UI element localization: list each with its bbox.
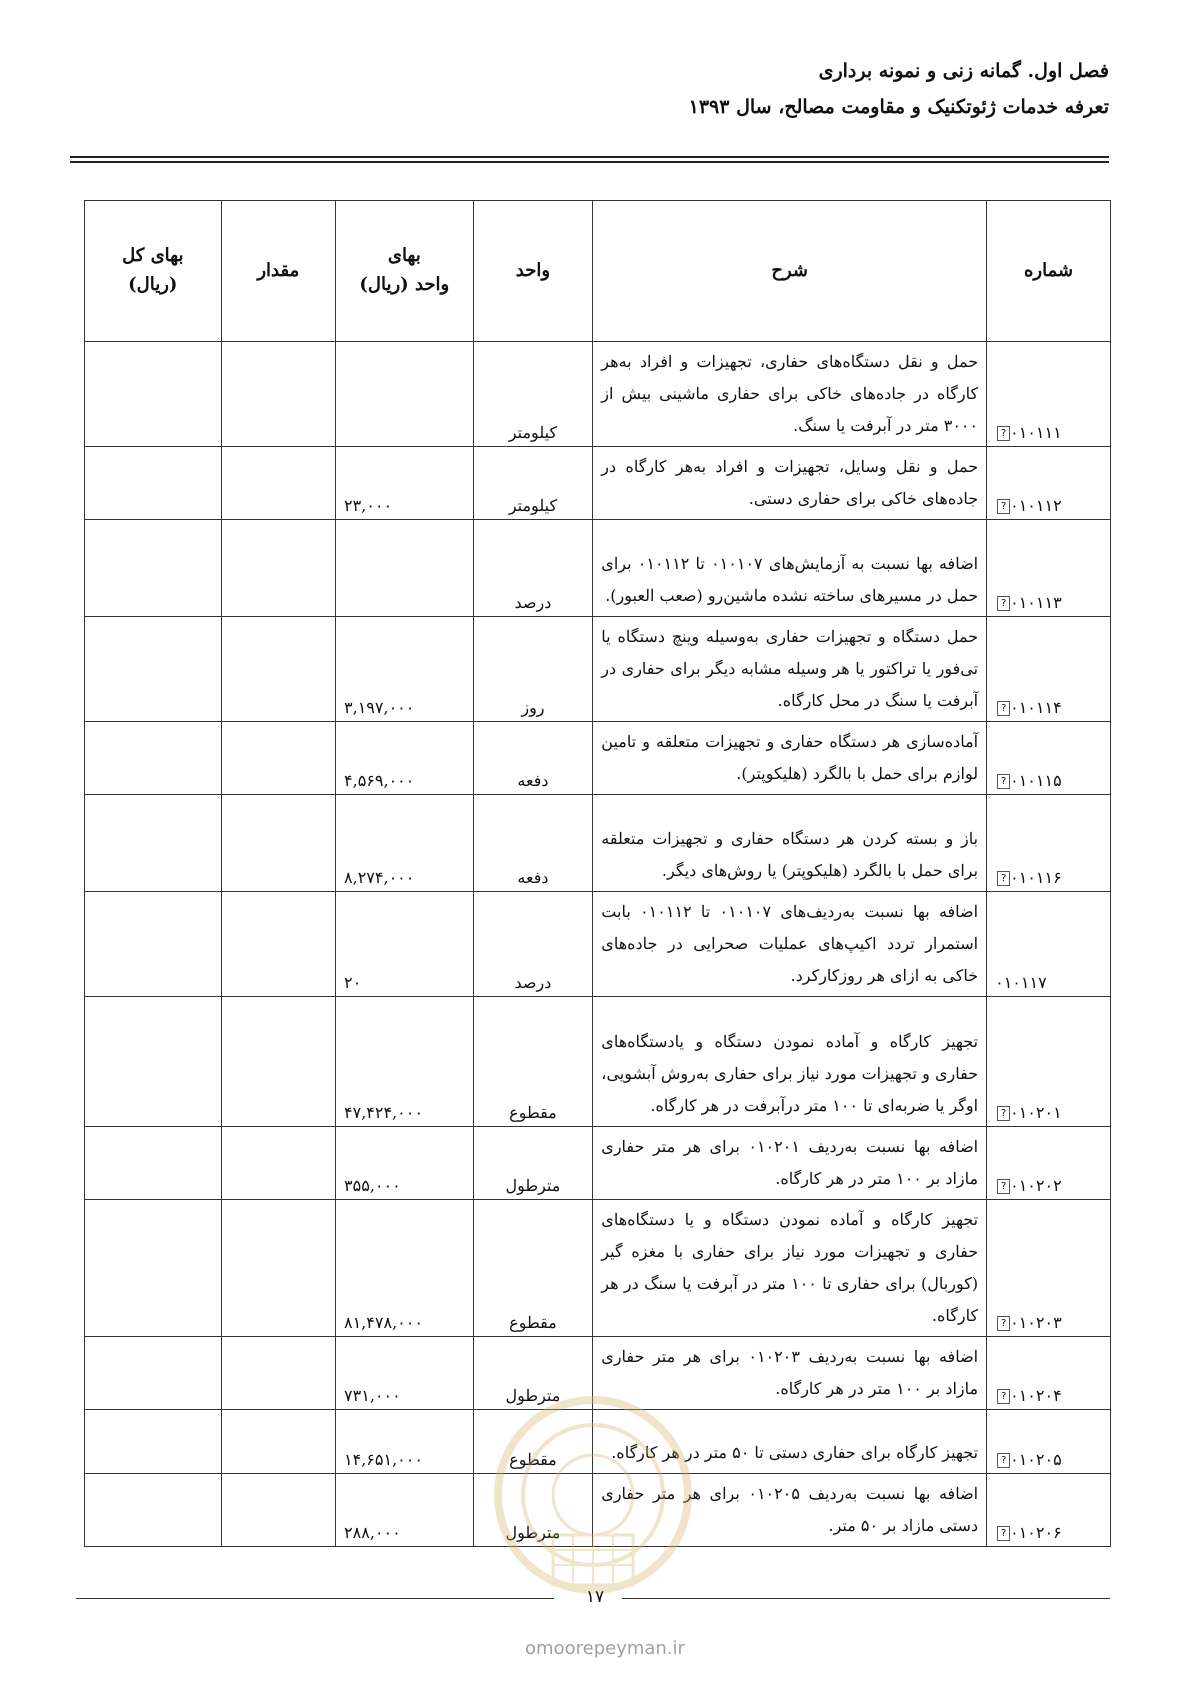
row-code: ۰۱۰۱۱۷ xyxy=(995,973,1047,992)
tariff-table xyxy=(84,200,1111,1547)
row-code: ۰۱۰۱۱۶ xyxy=(1010,868,1062,887)
row-quantity xyxy=(221,520,335,617)
row-quantity xyxy=(221,1200,335,1337)
col-header-desc: شرح xyxy=(593,201,987,342)
table-header-row xyxy=(85,201,1111,342)
page-number: ۱۷ xyxy=(585,1587,605,1607)
row-total xyxy=(85,997,222,1127)
missing-glyph-icon: ? xyxy=(997,1453,1010,1468)
row-unit: روز xyxy=(473,617,593,722)
col-header-unit-price xyxy=(336,201,474,342)
table-row xyxy=(85,722,1111,795)
table-row xyxy=(85,447,1111,520)
row-total xyxy=(85,447,222,520)
row-quantity xyxy=(221,1127,335,1200)
row-unit-price xyxy=(336,342,474,447)
row-quantity xyxy=(221,997,335,1127)
col-header-code: شماره xyxy=(987,201,1111,342)
col-header-unit: واحد xyxy=(473,201,593,342)
row-quantity xyxy=(221,722,335,795)
row-quantity xyxy=(221,1474,335,1547)
row-code: ۰۱۰۱۱۱ xyxy=(1010,423,1062,442)
chapter-title: فصل اول. گمانه زنی و نمونه برداری xyxy=(818,60,1109,82)
row-unit: مقطوع xyxy=(473,997,593,1127)
row-unit-price: ۸,۲۷۴,۰۰۰ xyxy=(336,795,474,892)
row-code: ۰۱۰۱۱۴ xyxy=(1010,698,1062,717)
row-desc: باز و بسته کردن هر دستگاه حفاری و تجهیزات متعلقه برای حمل با بالگرد (هلیکوپتر) یا روش‌های دیگر. xyxy=(593,795,987,892)
row-quantity xyxy=(221,342,335,447)
watermark-seal-icon xyxy=(488,1385,698,1610)
row-unit: درصد xyxy=(473,892,593,997)
row-desc: آماده‌سازی هر دستگاه حفاری و تجهیزات متعلقه و تامین لوازم برای حمل با بالگرد (هلیکوپتر). xyxy=(593,722,987,795)
row-code: ۰۱۰۱۱۵ xyxy=(1010,771,1062,790)
row-code: ۰۱۰۲۰۵ xyxy=(1010,1450,1062,1469)
table-row xyxy=(85,795,1111,892)
table-row xyxy=(85,617,1111,722)
missing-glyph-icon: ? xyxy=(997,596,1010,611)
row-unit-price: ۳,۱۹۷,۰۰۰ xyxy=(336,617,474,722)
row-desc: حمل و نقل وسایل، تجهیزات و افراد به‌هر کارگاه در جاده‌های خاکی برای حفاری دستی. xyxy=(593,447,987,520)
row-total xyxy=(85,1200,222,1337)
col-header-total-line1: بهای کل xyxy=(122,245,184,267)
row-desc: اضافه بها نسبت به‌ردیف ۰۱۰۲۰۱ برای هر متر حفاری مازاد بر ۱۰۰ متر در هر کارگاه. xyxy=(593,1127,987,1200)
missing-glyph-icon: ? xyxy=(997,1179,1010,1194)
col-header-total xyxy=(85,201,222,342)
row-total xyxy=(85,342,222,447)
missing-glyph-icon: ? xyxy=(997,871,1010,886)
col-header-unit-price-line2: واحد (ریال) xyxy=(359,274,450,295)
row-unit-price: ۲۳,۰۰۰ xyxy=(336,447,474,520)
table-row xyxy=(85,342,1111,447)
row-total xyxy=(85,520,222,617)
header-rule-secondary xyxy=(70,161,1109,163)
missing-glyph-icon: ? xyxy=(997,774,1010,789)
row-total xyxy=(85,1474,222,1547)
footer-rule-left xyxy=(76,1598,554,1599)
row-quantity xyxy=(221,1410,335,1474)
page-header xyxy=(69,60,1109,118)
missing-glyph-icon: ? xyxy=(997,1389,1010,1404)
row-desc: تجهیز کارگاه و آماده نمودن دستگاه و یا دستگاه‌های حفاری و تجهیزات مورد نیاز برای حفاری با مغزه گیر (کوربال) برای حفاری تا ۱۰۰ متر در آبرفت یا سنگ در هر کارگاه. xyxy=(593,1200,987,1337)
site-watermark: omoorepeyman.ir xyxy=(525,1638,685,1659)
row-code: ۰۱۰۱۱۳ xyxy=(1010,593,1062,612)
row-unit-price: ۷۳۱,۰۰۰ xyxy=(336,1337,474,1410)
row-code: ۰۱۰۲۰۴ xyxy=(1010,1386,1062,1405)
footer-rule-right xyxy=(622,1598,1110,1599)
row-desc: تجهیز کارگاه برای حفاری دستی تا ۵۰ متر در هر کارگاه. xyxy=(593,1410,987,1474)
row-unit-price: ۸۱,۴۷۸,۰۰۰ xyxy=(336,1200,474,1337)
row-total xyxy=(85,892,222,997)
row-unit-price: ۲۰ xyxy=(336,892,474,997)
row-total xyxy=(85,1127,222,1200)
missing-glyph-icon: ? xyxy=(997,701,1010,716)
row-unit: مترطول xyxy=(473,1474,593,1547)
row-code: ۰۱۰۲۰۲ xyxy=(1010,1176,1062,1195)
row-desc: تجهیز کارگاه و آماده نمودن دستگاه و یادستگاه‌های حفاری و تجهیزات مورد نیاز برای حفاری به‌روش آبشویی، اوگر یا ضربه‌ای تا ۱۰۰ متر درآبرفت در هر کارگاه. xyxy=(593,997,987,1127)
row-quantity xyxy=(221,795,335,892)
table-row xyxy=(85,1127,1111,1200)
missing-glyph-icon: ? xyxy=(997,1526,1010,1541)
row-quantity xyxy=(221,617,335,722)
missing-glyph-icon: ? xyxy=(997,1316,1010,1331)
row-desc: اضافه بها نسبت به آزمایش‌های ۰۱۰۱۰۷ تا ۰۱۰۱۱۲ برای حمل در مسیرهای ساخته نشده ماشین‌رو (صعب العبور). xyxy=(593,520,987,617)
row-unit-price xyxy=(336,520,474,617)
col-header-quantity: مقدار xyxy=(221,201,335,342)
row-unit: دفعه xyxy=(473,795,593,892)
row-code: ۰۱۰۲۰۳ xyxy=(1010,1313,1062,1332)
document-title: تعرفه خدمات ژئوتکنیک و مقاومت مصالح، سال ۱۳۹۳ xyxy=(688,96,1109,118)
missing-glyph-icon: ? xyxy=(997,499,1010,514)
table-row xyxy=(85,1200,1111,1337)
col-header-total-line2: (ریال) xyxy=(128,274,178,295)
row-desc: اضافه بها نسبت به‌ردیف‌های ۰۱۰۱۰۷ تا ۰۱۰۱۱۲ بابت استمرار تردد اکیپ‌های عملیات صحرایی در جاده‌های خاکی به ازای هر روزکارکرد. xyxy=(593,892,987,997)
table-row xyxy=(85,520,1111,617)
row-unit: درصد xyxy=(473,520,593,617)
row-desc: اضافه بها نسبت به‌ردیف ۰۱۰۲۰۳ برای هر متر حفاری مازاد بر ۱۰۰ متر در هر کارگاه. xyxy=(593,1337,987,1410)
row-unit-price: ۴,۵۶۹,۰۰۰ xyxy=(336,722,474,795)
missing-glyph-icon: ? xyxy=(997,1106,1010,1121)
row-total xyxy=(85,795,222,892)
row-total xyxy=(85,1410,222,1474)
row-quantity xyxy=(221,892,335,997)
col-header-unit-price-line1: بهای xyxy=(387,245,421,267)
row-desc: اضافه بها نسبت به‌ردیف ۰۱۰۲۰۵ برای هر متر حفاری دستی مازاد بر ۵۰ متر. xyxy=(593,1474,987,1547)
row-total xyxy=(85,722,222,795)
row-total xyxy=(85,1337,222,1410)
row-unit: مترطول xyxy=(473,1337,593,1410)
row-quantity xyxy=(221,447,335,520)
row-unit-price: ۱۴,۶۵۱,۰۰۰ xyxy=(336,1410,474,1474)
row-unit-price: ۲۸۸,۰۰۰ xyxy=(336,1474,474,1547)
row-unit: کیلومتر xyxy=(473,447,593,520)
row-unit-price: ۳۵۵,۰۰۰ xyxy=(336,1127,474,1200)
missing-glyph-icon: ? xyxy=(997,426,1010,441)
row-desc: حمل دستگاه و تجهیزات حفاری به‌وسیله وینچ دستگاه یا تی‌فور یا تراکتور یا هر وسیله مشابه دیگر برای حفاری در آبرفت یا سنگ در محل کارگاه. xyxy=(593,617,987,722)
row-code: ۰۱۰۱۱۲ xyxy=(1010,496,1062,515)
row-unit: مترطول xyxy=(473,1127,593,1200)
row-unit-price: ۴۷,۴۲۴,۰۰۰ xyxy=(336,997,474,1127)
table-row xyxy=(85,892,1111,997)
table-row xyxy=(85,997,1111,1127)
row-unit: مقطوع xyxy=(473,1200,593,1337)
row-unit: کیلومتر xyxy=(473,342,593,447)
row-code: ۰۱۰۲۰۱ xyxy=(1010,1103,1062,1122)
row-unit: مقطوع xyxy=(473,1410,593,1474)
row-code: ۰۱۰۲۰۶ xyxy=(1010,1523,1062,1542)
row-quantity xyxy=(221,1337,335,1410)
row-desc: حمل و نقل دستگاه‌های حفاری، تجهیزات و افراد به‌هر کارگاه در جاده‌های خاکی برای حفاری ماشینی بیش از ۳۰۰۰ متر در آبرفت یا سنگ. xyxy=(593,342,987,447)
header-rule xyxy=(70,156,1109,158)
row-unit: دفعه xyxy=(473,722,593,795)
row-total xyxy=(85,617,222,722)
